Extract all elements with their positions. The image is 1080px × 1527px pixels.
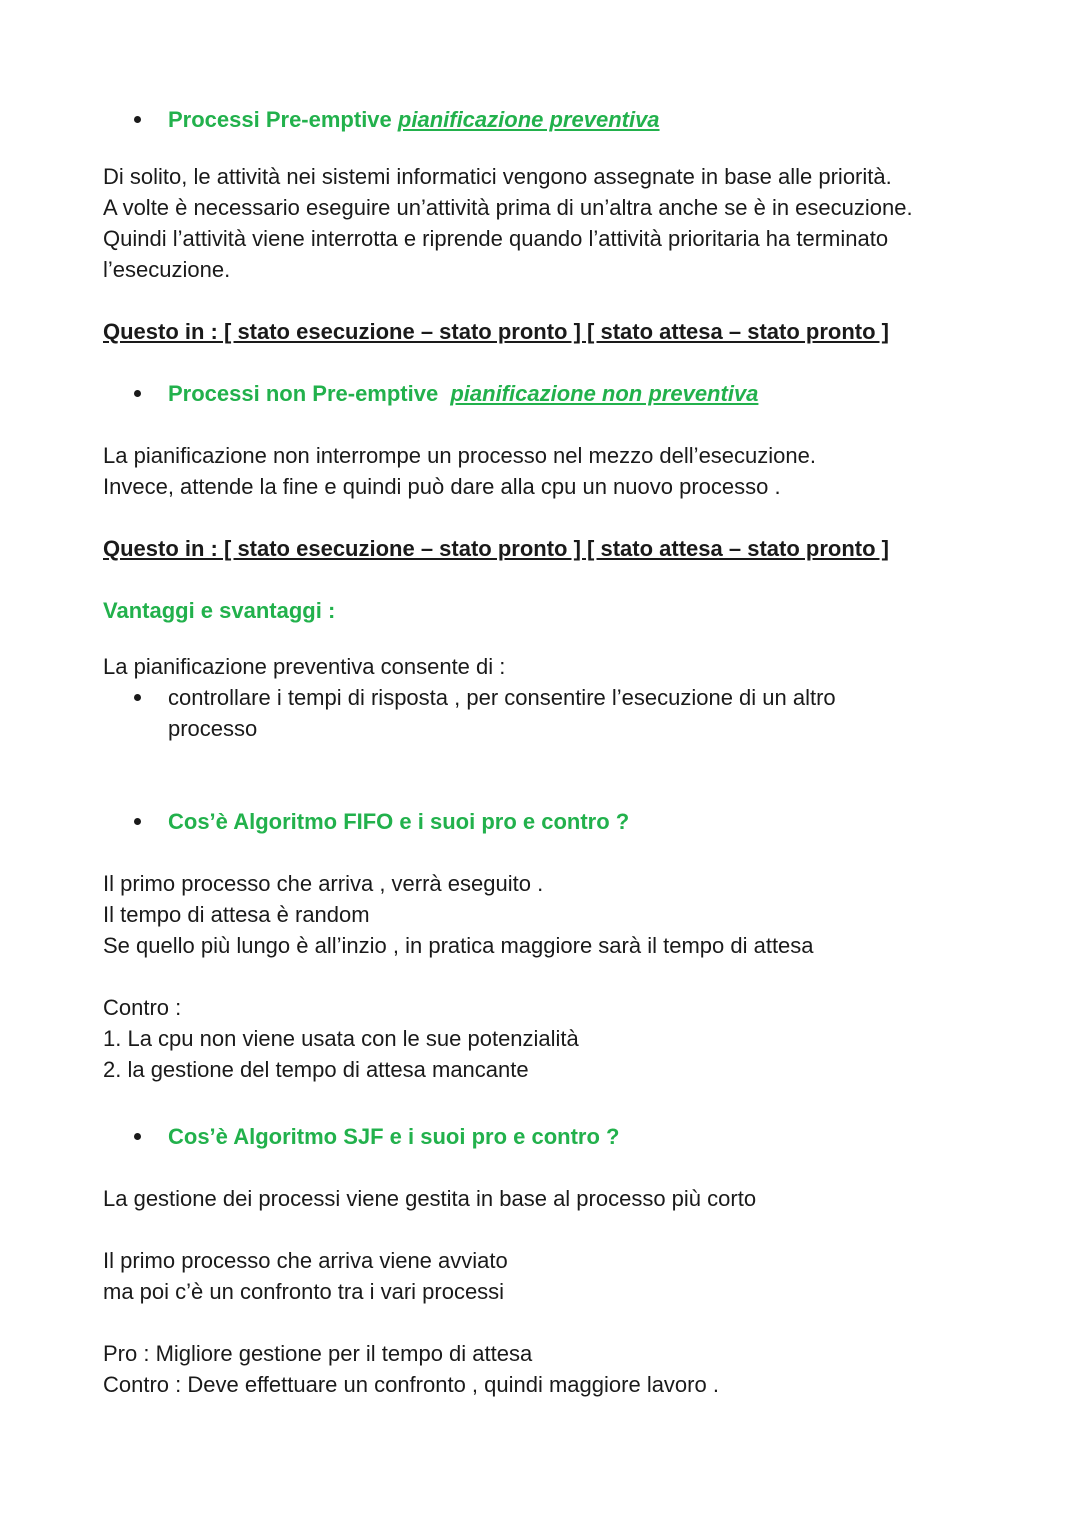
numbered-item: 1. La cpu non viene usata con le sue potenzialità: [103, 1026, 579, 1051]
section-heading-pros-cons: Vantaggi e svantaggi :: [103, 598, 336, 623]
paragraph-line: ma poi c’è un confronto tra i vari processi: [103, 1279, 505, 1304]
paragraph-line: La gestione dei processi viene gestita in base al processo più corto: [103, 1186, 757, 1211]
paragraph-line: Se quello più lungo è all’inzio , in pratica maggiore sarà il tempo di attesa: [103, 933, 814, 958]
contro-label: Contro :: [103, 995, 182, 1020]
bullet-icon: [134, 1133, 141, 1140]
paragraph-line: l’esecuzione.: [103, 257, 231, 282]
bullet-icon: [134, 818, 141, 825]
pro-line: Pro : Migliore gestione per il tempo di attesa: [103, 1341, 533, 1366]
section-heading-sjf: Cos’è Algoritmo SJF e i suoi pro e contro ?: [168, 1124, 620, 1149]
section-heading-fifo: Cos’è Algoritmo FIFO e i suoi pro e contro ?: [168, 809, 630, 834]
state-transition-note: Questo in : [ stato esecuzione – stato pronto ] [ stato attesa – stato pronto ]: [103, 319, 889, 344]
contro-line: Contro : Deve effettuare un confronto , quindi maggiore lavoro .: [103, 1372, 719, 1397]
bullet-icon: [134, 116, 141, 123]
paragraph-line: La pianificazione non interrompe un processo nel mezzo dell’esecuzione.: [103, 443, 816, 468]
state-transition-note: Questo in : [ stato esecuzione – stato pronto ] [ stato attesa – stato pronto ]: [103, 536, 889, 561]
list-item-continuation: processo: [168, 716, 258, 741]
paragraph-line: Il primo processo che arriva viene avviato: [103, 1248, 508, 1273]
section-heading-non-preemptive: Processi non Pre-emptive pianificazione non preventiva: [168, 381, 759, 406]
bullet-icon: [134, 390, 141, 397]
numbered-item: 2. la gestione del tempo di attesa mancante: [103, 1057, 529, 1082]
paragraph-line: Il tempo di attesa è random: [103, 902, 370, 927]
paragraph-line: A volte è necessario eseguire un’attività prima di un’altra anche se è in esecuzione.: [103, 195, 913, 220]
list-item: controllare i tempi di risposta , per consentire l’esecuzione di un altro: [168, 685, 836, 710]
paragraph-line: Il primo processo che arriva , verrà eseguito .: [103, 871, 544, 896]
section-heading-preemptive: Processi Pre-emptive pianificazione preventiva: [168, 107, 660, 132]
paragraph-line: Quindi l’attività viene interrotta e riprende quando l’attività prioritaria ha terminato: [103, 226, 889, 251]
paragraph-line: La pianificazione preventiva consente di :: [103, 654, 506, 679]
paragraph-line: Invece, attende la fine e quindi può dare alla cpu un nuovo processo .: [103, 474, 781, 499]
bullet-icon: [134, 694, 141, 701]
paragraph-line: Di solito, le attività nei sistemi informatici vengono assegnate in base alle priorità.: [103, 164, 892, 189]
